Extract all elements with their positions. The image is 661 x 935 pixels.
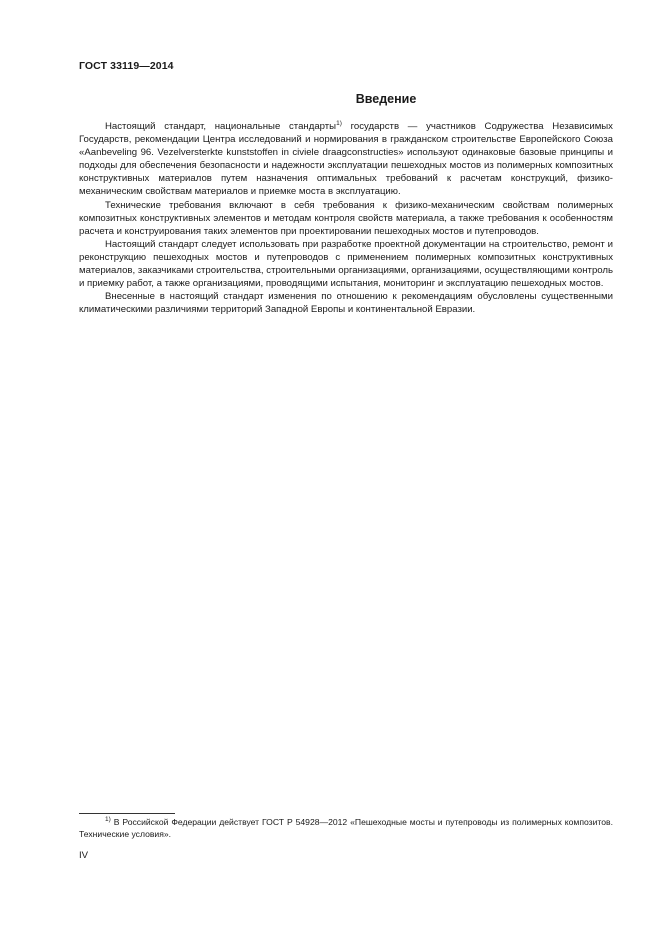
footnote — [79, 816, 613, 840]
paragraph-3: Настоящий стандарт следует использовать при разработке проектной документации на строительство, ремонт и реконструкцию пешеходных мостов и путепроводов с применением полимерных композитных конструктивных материалов, заказчиками строительства, строительными организациями, организациями, осуществляющими контроль и приемку работ, а также организациями, проводящими испытания, мониторинг и эксплуатацию пешеходных мостов. — [79, 238, 613, 290]
document-code-header: ГОСТ 33119—2014 — [79, 60, 174, 72]
paragraph-1-text-end: государств — участников Содружества Независимых Государств, рекомендации Центра исследований и нормирования в гражданском строительстве Европейского Союза «Aanbeveling 96. Vezelversterkte kunststoffen in civiele draagconstructies» используют одинаковые базовые принципы и подходы для обеспечения безопасности и надежности эксплуатации пешеходных мостов из полимерных композитных конструктивных материалов путем назначения оптимальных требований к расчетам конструкций, физико-механическим свойствам материалов и приемке моста в эксплуатацию. — [79, 121, 613, 198]
section-body — [79, 120, 613, 316]
paragraph-1 — [79, 120, 613, 199]
paragraph-2: Технические требования включают в себя требования к физико-механическим свойствам полимерных композитных конструктивных элементов и методам контроля свойств материала, а также требования к особенностям расчета и конструирования таких элементов при проектировании пешеходных мостов и путепроводов. — [79, 199, 613, 237]
footnote-text: В Российской Федерации действует ГОСТ Р 54928—2012 «Пешеходные мосты и путепроводы из полимерных композитов. Технические условия». — [79, 817, 613, 840]
page-number: IV — [79, 850, 89, 861]
paragraph-4: Внесенные в настоящий стандарт изменения по отношению к рекомендациям обусловлены существенными климатическими различиями территорий Западной Европы и континентальной Евразии. — [79, 291, 613, 316]
footnote-separator — [79, 813, 175, 814]
paragraph-1-text-start: Настоящий стандарт, национальные стандарты — [105, 121, 337, 132]
footnote-marker: 1) — [105, 816, 111, 823]
section-title: Введение — [355, 92, 417, 106]
footnote-reference: 1) — [336, 120, 342, 127]
